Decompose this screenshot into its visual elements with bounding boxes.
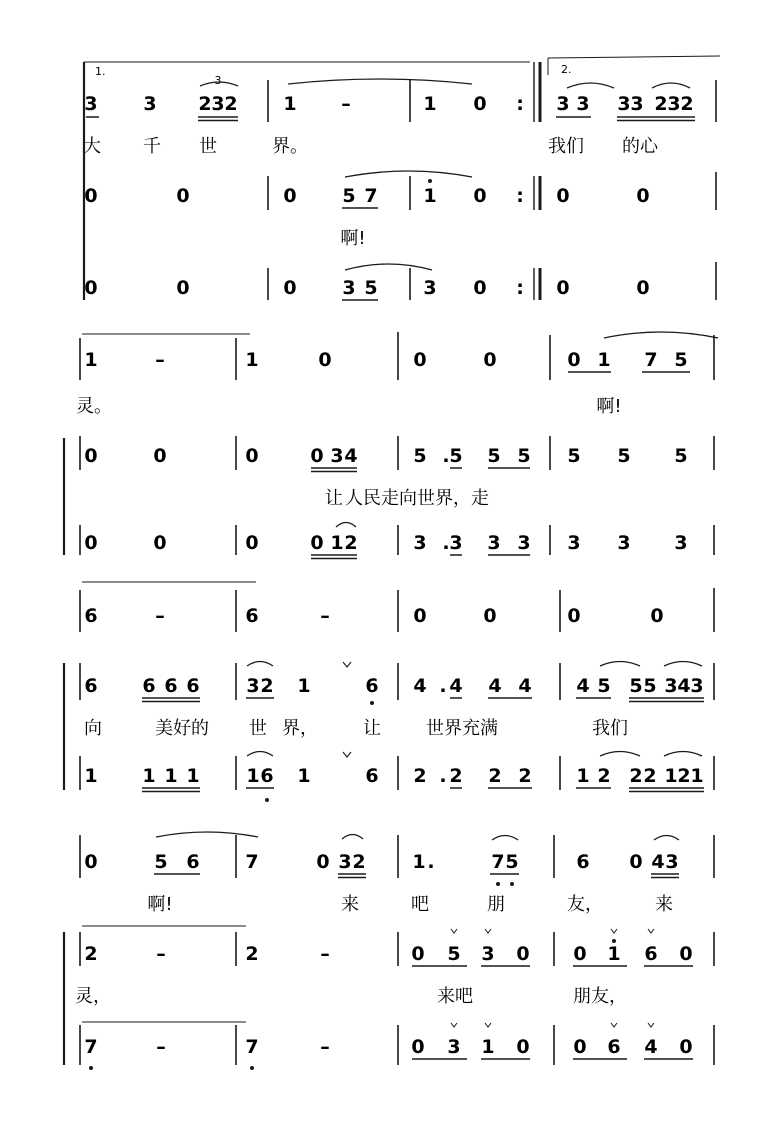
note-0: 0 xyxy=(283,277,297,299)
note-3: 3 xyxy=(413,532,427,554)
note-2: 2 xyxy=(654,93,668,115)
note-0: 0 xyxy=(567,349,581,371)
note-0: 0 xyxy=(153,445,167,467)
lyric-syllable: 吧 xyxy=(411,894,429,915)
lyric-syllable: 世界充满 xyxy=(426,718,498,739)
note-0: 0 xyxy=(556,277,570,299)
note-3: 3 xyxy=(690,675,704,697)
triplet-number: 3 xyxy=(214,74,222,87)
note-6: 6 xyxy=(576,851,590,873)
note-–: – xyxy=(341,93,351,115)
note-0: 0 xyxy=(310,532,324,554)
note-6: 6 xyxy=(186,675,200,697)
accent-mark xyxy=(611,929,617,933)
note-5: 5 xyxy=(617,445,631,467)
note-5: 5 xyxy=(413,445,427,467)
note-0: 0 xyxy=(473,93,487,115)
note-dot: . xyxy=(442,445,450,467)
note-5: 5 xyxy=(505,851,519,873)
lyric-syllable: 人民走向世界，走 xyxy=(345,488,489,509)
note-3: 3 xyxy=(630,93,644,115)
volta-brackets xyxy=(95,63,572,78)
note-5: 5 xyxy=(674,445,688,467)
slur xyxy=(336,523,356,528)
note-–: – xyxy=(156,943,166,965)
note-1: 1 xyxy=(423,185,437,207)
lyric-syllable: 啊! xyxy=(596,396,622,417)
note-7: 7 xyxy=(84,1036,98,1058)
note-0: 0 xyxy=(629,851,643,873)
note-4: 4 xyxy=(344,445,358,467)
note-7: 7 xyxy=(491,851,505,873)
lyric-syllable: 大 xyxy=(83,136,101,157)
note-6: 6 xyxy=(84,675,98,697)
note-5: 5 xyxy=(154,851,168,873)
lyric-syllable: 啊! xyxy=(147,894,173,915)
note-2: 2 xyxy=(413,765,427,787)
slur xyxy=(567,83,614,88)
accent-mark xyxy=(485,929,491,933)
lyric-syllable: 美好的 xyxy=(155,718,209,739)
note-5: 5 xyxy=(674,349,688,371)
note-4: 4 xyxy=(651,851,665,873)
note-1: 1 xyxy=(84,765,98,787)
note-3: 3 xyxy=(143,93,157,115)
lyric-syllable: 界， xyxy=(282,718,318,739)
note-1: 1 xyxy=(330,532,344,554)
note-0: 0 xyxy=(245,445,259,467)
note-1: 1 xyxy=(283,93,297,115)
slur xyxy=(600,752,640,757)
note-6: 6 xyxy=(245,605,259,627)
note-0: 0 xyxy=(413,349,427,371)
note-0: 0 xyxy=(473,277,487,299)
tie xyxy=(345,264,432,270)
note-1: 1 xyxy=(412,851,426,873)
breath-mark xyxy=(343,662,351,667)
note-3: 3 xyxy=(330,445,344,467)
slur xyxy=(247,752,273,757)
note-0: 0 xyxy=(283,185,297,207)
note-1: 1 xyxy=(423,93,437,115)
note-2: 2 xyxy=(260,675,274,697)
note-3: 3 xyxy=(246,675,260,697)
note-3: 3 xyxy=(449,532,463,554)
note-3: 3 xyxy=(665,851,679,873)
note-–: – xyxy=(320,1036,330,1058)
note-6: 6 xyxy=(142,675,156,697)
repeat-sign: : xyxy=(516,185,524,207)
note-1: 1 xyxy=(297,675,311,697)
breath-mark xyxy=(343,752,351,757)
note-0: 0 xyxy=(636,185,650,207)
octave-dot xyxy=(89,1066,93,1070)
note-0: 0 xyxy=(84,532,98,554)
note-0: 0 xyxy=(176,277,190,299)
note-3: 3 xyxy=(423,277,437,299)
note-1: 1 xyxy=(246,765,260,787)
note-0: 0 xyxy=(84,445,98,467)
note-0: 0 xyxy=(176,185,190,207)
note-5: 5 xyxy=(364,277,378,299)
note-0: 0 xyxy=(573,943,587,965)
slur xyxy=(342,835,363,840)
accent-mark xyxy=(451,1023,457,1027)
lyric-syllable: 让 xyxy=(325,488,343,509)
note-1: 1 xyxy=(164,765,178,787)
note-3: 3 xyxy=(674,532,688,554)
lyric-syllable: 让 xyxy=(363,718,381,739)
note-2: 2 xyxy=(449,765,463,787)
lyric-syllable: 世 xyxy=(199,136,217,157)
note-dot: . xyxy=(442,532,450,554)
octave-dot xyxy=(496,882,500,886)
slur xyxy=(156,832,258,837)
note-3: 3 xyxy=(84,93,98,115)
note-6: 6 xyxy=(365,765,379,787)
note-5: 5 xyxy=(447,943,461,965)
note-7: 7 xyxy=(245,1036,259,1058)
note-dot: . xyxy=(439,675,447,697)
note-2: 2 xyxy=(224,93,238,115)
note-0: 0 xyxy=(516,943,530,965)
note-0: 0 xyxy=(84,277,98,299)
note-5: 5 xyxy=(487,445,501,467)
note-6: 6 xyxy=(644,943,658,965)
lyric-syllable: 向 xyxy=(84,718,102,739)
lyric-syllable: 友， xyxy=(567,894,603,915)
octave-dot xyxy=(250,1066,254,1070)
note-3: 3 xyxy=(211,93,225,115)
note-4: 4 xyxy=(644,1036,658,1058)
note-0: 0 xyxy=(245,532,259,554)
note-3: 3 xyxy=(342,277,356,299)
accent-mark xyxy=(648,1023,654,1027)
repeat-sign: : xyxy=(516,277,524,299)
note-7: 7 xyxy=(364,185,378,207)
note-–: – xyxy=(156,1036,166,1058)
lyric-syllable: 灵。 xyxy=(76,396,112,417)
note-5: 5 xyxy=(517,445,531,467)
note-4: 4 xyxy=(413,675,427,697)
note-0: 0 xyxy=(411,1036,425,1058)
note-2: 2 xyxy=(84,943,98,965)
note-0: 0 xyxy=(153,532,167,554)
note-–: – xyxy=(155,605,165,627)
lyric-syllable: 的心 xyxy=(622,136,658,157)
slur xyxy=(664,662,702,667)
note-5: 5 xyxy=(342,185,356,207)
note-6: 6 xyxy=(186,851,200,873)
note-1: 1 xyxy=(186,765,200,787)
accent-mark xyxy=(485,1023,491,1027)
volta-1-label: 1. xyxy=(95,65,106,78)
slur xyxy=(654,836,679,841)
lyric-syllable: 朋友， xyxy=(573,986,627,1007)
note-2: 2 xyxy=(488,765,502,787)
note-0: 0 xyxy=(573,1036,587,1058)
note-6: 6 xyxy=(365,675,379,697)
note-5: 5 xyxy=(449,445,463,467)
note-6: 6 xyxy=(84,605,98,627)
note-5: 5 xyxy=(629,675,643,697)
slur xyxy=(247,662,273,667)
octave-dot xyxy=(265,798,269,802)
note-0: 0 xyxy=(679,1036,693,1058)
note-3: 3 xyxy=(447,1036,461,1058)
note-1: 1 xyxy=(245,349,259,371)
note-2: 2 xyxy=(518,765,532,787)
note-2: 2 xyxy=(245,943,259,965)
tie xyxy=(345,171,472,177)
note-7: 7 xyxy=(245,851,259,873)
note-3: 3 xyxy=(338,851,352,873)
note-1: 1 xyxy=(576,765,590,787)
note-0: 0 xyxy=(473,185,487,207)
note-4: 4 xyxy=(677,675,691,697)
note-7: 7 xyxy=(644,349,658,371)
lyric-syllable: 千 xyxy=(143,136,161,157)
note-dot: . xyxy=(427,851,435,873)
note-4: 4 xyxy=(488,675,502,697)
note-3: 3 xyxy=(567,532,581,554)
note-–: – xyxy=(155,349,165,371)
note-3: 3 xyxy=(481,943,495,965)
note-1: 1 xyxy=(597,349,611,371)
octave-dot xyxy=(510,882,514,886)
lyric-syllable: 朋 xyxy=(487,894,505,915)
note-2: 2 xyxy=(680,93,694,115)
tie xyxy=(288,79,472,84)
note-2: 2 xyxy=(352,851,366,873)
note-3: 3 xyxy=(556,93,570,115)
note-5: 5 xyxy=(597,675,611,697)
note-0: 0 xyxy=(84,851,98,873)
note-1: 1 xyxy=(607,943,621,965)
note-3: 3 xyxy=(617,532,631,554)
note-6: 6 xyxy=(164,675,178,697)
note-3: 3 xyxy=(664,675,678,697)
note-6: 6 xyxy=(260,765,274,787)
lyric-syllable: 来 xyxy=(341,894,359,915)
note-0: 0 xyxy=(636,277,650,299)
slur xyxy=(664,752,702,757)
note-4: 4 xyxy=(576,675,590,697)
note-1: 1 xyxy=(142,765,156,787)
accent-mark xyxy=(451,929,457,933)
note-1: 1 xyxy=(297,765,311,787)
lyric-syllable: 世 xyxy=(249,718,267,739)
note-0: 0 xyxy=(413,605,427,627)
staff-marks xyxy=(64,56,720,1070)
note-6: 6 xyxy=(607,1036,621,1058)
note-4: 4 xyxy=(449,675,463,697)
note-2: 2 xyxy=(643,765,657,787)
repeat-sign: : xyxy=(516,93,524,115)
note-4: 4 xyxy=(518,675,532,697)
note-0: 0 xyxy=(567,605,581,627)
note-1: 1 xyxy=(664,765,678,787)
note-–: – xyxy=(320,605,330,627)
note-0: 0 xyxy=(84,185,98,207)
note-0: 0 xyxy=(411,943,425,965)
slur xyxy=(492,836,518,841)
note-0: 0 xyxy=(679,943,693,965)
note-0: 0 xyxy=(310,445,324,467)
note-0: 0 xyxy=(483,349,497,371)
volta-2-label: 2. xyxy=(561,63,572,76)
note-0: 0 xyxy=(516,1036,530,1058)
note-0: 0 xyxy=(316,851,330,873)
lyric-syllable: 界。 xyxy=(272,136,308,157)
lyric-syllable: 来 xyxy=(655,894,673,915)
note-2: 2 xyxy=(597,765,611,787)
note-2: 2 xyxy=(344,532,358,554)
octave-dot xyxy=(428,179,432,183)
note-5: 5 xyxy=(567,445,581,467)
note-3: 3 xyxy=(517,532,531,554)
lyrics xyxy=(75,136,673,1007)
note-dot: . xyxy=(439,765,447,787)
note-0: 0 xyxy=(650,605,664,627)
volta-line xyxy=(548,56,720,58)
note-0: 0 xyxy=(556,185,570,207)
octave-dot xyxy=(370,701,374,705)
note-2: 2 xyxy=(629,765,643,787)
lyric-syllable: 灵， xyxy=(75,986,111,1007)
note-–: – xyxy=(320,943,330,965)
lyric-syllable: 我们 xyxy=(548,136,584,157)
lyric-syllable: 啊! xyxy=(340,228,366,249)
lyric-syllable: 我们 xyxy=(592,718,628,739)
note-3: 3 xyxy=(487,532,501,554)
note-1: 1 xyxy=(84,349,98,371)
note-0: 0 xyxy=(483,605,497,627)
accent-mark xyxy=(611,1023,617,1027)
lyric-syllable: 来吧 xyxy=(437,986,473,1007)
slur xyxy=(604,332,718,338)
note-1: 1 xyxy=(690,765,704,787)
notes xyxy=(84,74,703,1058)
note-3: 3 xyxy=(667,93,681,115)
note-2: 2 xyxy=(677,765,691,787)
note-3: 3 xyxy=(617,93,631,115)
note-1: 1 xyxy=(481,1036,495,1058)
note-3: 3 xyxy=(576,93,590,115)
note-2: 2 xyxy=(198,93,212,115)
note-0: 0 xyxy=(318,349,332,371)
slur xyxy=(600,662,640,667)
slur xyxy=(652,83,690,88)
note-5: 5 xyxy=(643,675,657,697)
accent-mark xyxy=(648,929,654,933)
